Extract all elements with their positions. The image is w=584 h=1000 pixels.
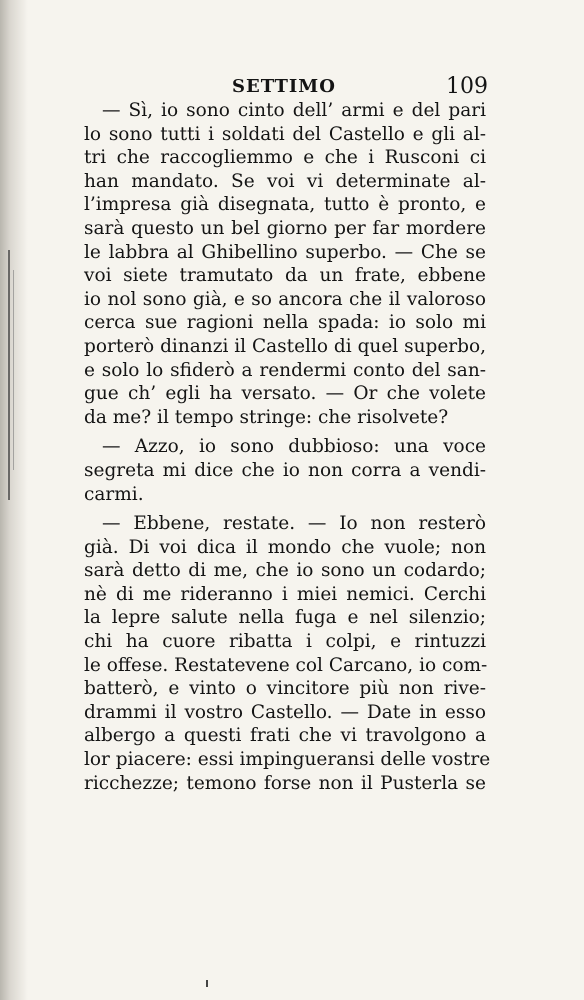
paragraph: [84, 99, 486, 429]
text-line: sarà detto di me, che io sono un codardo;: [84, 560, 486, 582]
page-header: [84, 74, 488, 100]
text-line: nè di me rideranno i miei nemici. Cerchi: [84, 583, 486, 605]
text-line: batterò, e vinto o vincitore più non rive-: [84, 678, 486, 700]
text-line: io nol sono già, e so ancora che il valoroso: [84, 288, 486, 310]
text-line: ricchezze; temono forse non il Pusterla se: [84, 772, 486, 794]
binding-edge: [8, 250, 10, 500]
text-line: — Sì, io sono cinto dell’ armi e del pari: [102, 100, 486, 121]
running-head: SETTIMO: [232, 76, 336, 97]
text-line: segreta mi dice che io non corra a vendi-: [84, 459, 486, 481]
text-line: cerca sue ragioni nella spada: io solo mi: [84, 312, 486, 334]
text-line: carmi.: [84, 483, 144, 505]
text-line: han mandato. Se voi vi determinate al-: [84, 170, 486, 192]
text-line: tri che raccogliemmo e che i Rusconi ci: [84, 147, 486, 169]
binding-edge-secondary: [13, 270, 14, 470]
text-line: — Azzo, io sono dubbioso: una voce: [102, 436, 486, 458]
text-line: già. Di voi dica il mondo che vuole; non: [84, 536, 486, 558]
text-line: porterò dinanzi il Castello di quel superbo,: [84, 335, 486, 357]
text-line: lor piacere: essi impingueransi delle vostre: [84, 749, 491, 771]
page-number: 109: [446, 74, 488, 99]
text-line: chi ha cuore ribatta i colpi, e rintuzzi: [84, 631, 486, 653]
text-line: sarà questo un bel giorno per far mordere: [84, 217, 486, 239]
text-line: le labbra al Ghibellino superbo. — Che se: [84, 241, 486, 263]
paragraph: [84, 512, 491, 795]
body-text: [84, 99, 491, 795]
text-line: e solo lo sfiderò a rendermi conto del san-: [84, 359, 486, 381]
text-line: l’impresa già disegnata, tutto è pronto, e: [84, 194, 486, 216]
print-speck: [206, 980, 208, 987]
text-line: da me? il tempo stringe: che risolvete?: [84, 406, 449, 428]
text-line: la lepre salute nella fuga e nel silenzio;: [84, 607, 486, 629]
binding-shadow: [0, 0, 28, 1000]
text-line: — Ebbene, restate. — Io non resterò: [102, 513, 486, 535]
text-line: le offese. Restatevene col Carcano, io com-: [84, 654, 488, 676]
text-line: albergo a questi frati che vi travolgono a: [84, 725, 486, 747]
text-line: lo sono tutti i soldati del Castello e gli al-: [84, 123, 486, 145]
text-line: voi siete tramutato da un frate, ebbene: [84, 265, 486, 287]
text-line: gue ch’ egli ha versato. — Or che volete: [84, 383, 486, 405]
paragraph: [84, 435, 486, 506]
text-line: drammi il vostro Castello. — Date in esso: [84, 701, 486, 723]
